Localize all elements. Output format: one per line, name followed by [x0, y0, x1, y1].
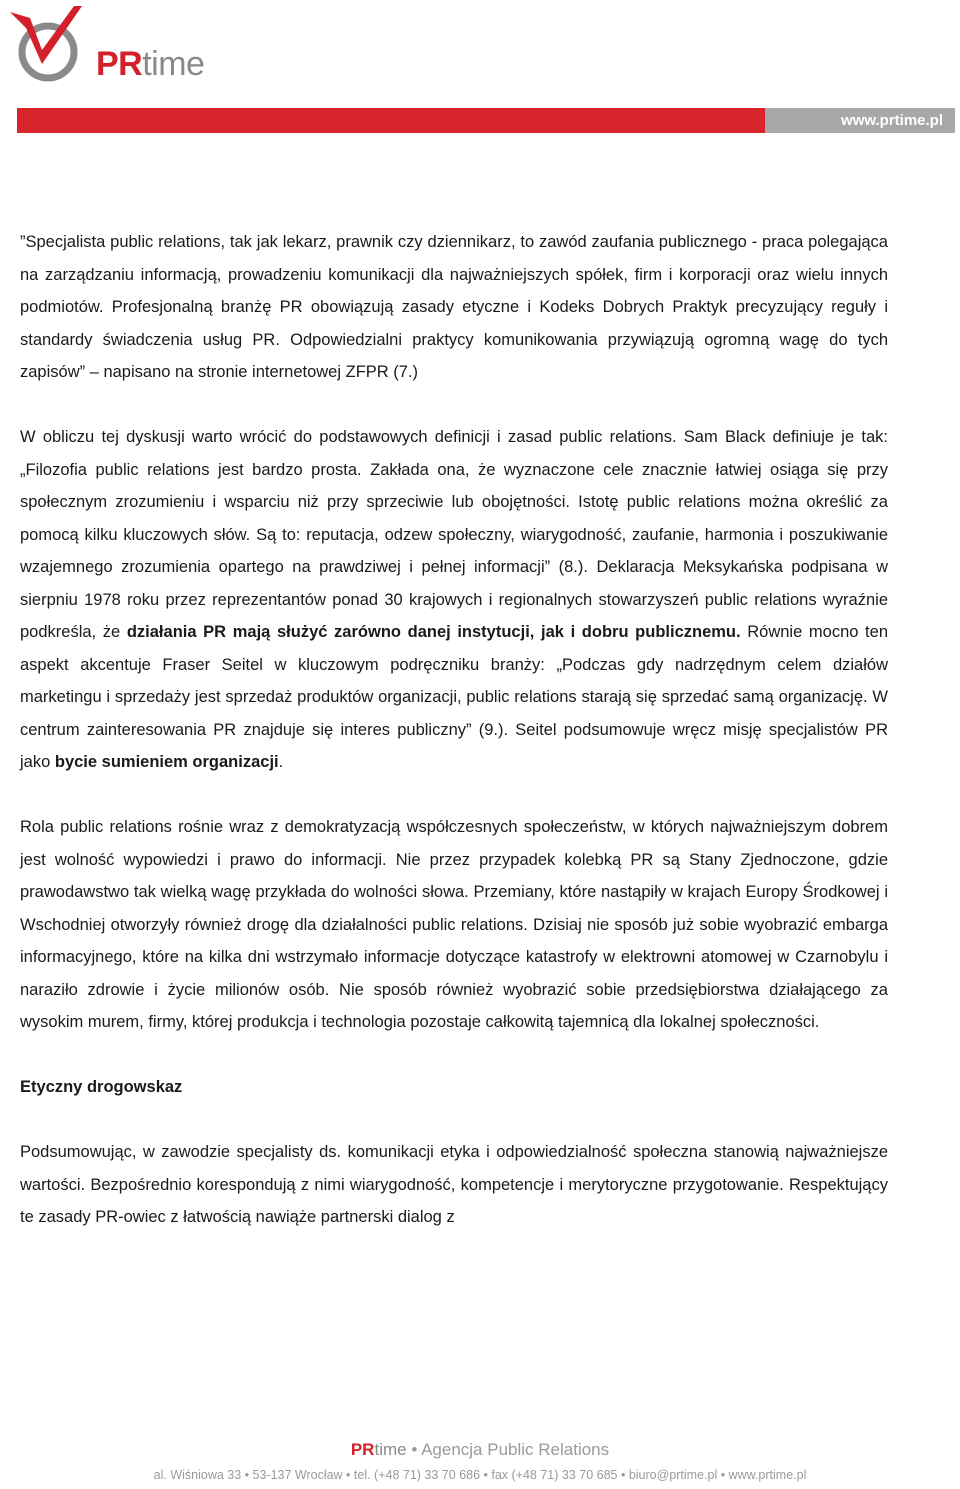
bold-text: bycie sumieniem organizacji — [54, 753, 279, 771]
logo-wordmark — [96, 44, 204, 84]
paragraph — [20, 421, 888, 779]
page-header — [0, 0, 960, 140]
header-bar — [17, 108, 955, 133]
logo-time-text: time — [142, 45, 205, 83]
footer-logo-pr: PR — [350, 1440, 375, 1459]
prtime-logo — [8, 6, 218, 96]
text-run: Równie mocno ten aspekt akcentuje Fraser Seitel w kluczowym podręczniku branży: „Podczas gdy nadrzędnym celem działów marketingu i sprzedaży jest sprzedaż produktów organizacji, public relations starają się sprzedać samą organizację. W centrum zainteresowania PR znajduje się interes publiczny” (9.). Seitel podsumowuje wręcz misję specjalistów PR jako — [20, 623, 888, 771]
footer-separator: • — [411, 1440, 418, 1459]
footer-branding — [0, 1438, 960, 1462]
bold-text: działania PR mają służyć zarówno danej instytucji, jak i dobru publicznemu. — [126, 623, 741, 641]
checkmark-logo-icon — [8, 6, 98, 96]
website-label: www.prtime.pl — [765, 108, 955, 133]
footer-contact: al. Wiśniowa 33 • 53-137 Wrocław • tel. (+48 71) 33 70 686 • fax (+48 71) 33 70 685 • biuro@prtime.pl • www.prtime.pl — [153, 1468, 807, 1482]
article-body — [20, 226, 888, 1234]
paragraph — [20, 226, 888, 389]
text-run: . — [278, 753, 284, 771]
section-heading: Etyczny drogowskaz — [20, 1078, 183, 1096]
header-bar-red — [17, 108, 765, 133]
footer-agency: Agencja Public Relations — [421, 1440, 610, 1459]
text-run: Rola public relations rośnie wraz z demokratyzacją współczesnych społeczeństw, w których najważniejszym dobrem jest wolność wypowiedzi i prawo do informacji. Nie przez przypadek kolebką PR są Stany Zjednoczone, gdzie prawodawstwo tak wielką wagę przykłada do wolności słowa. Przemiany, które nastąpiły w krajach Europy Środkowej i Wschodniej otworzyły również drogę dla działalności public relations. Dzisiaj nie sposób już sobie wyobrazić embarga informacyjnego, które na kilka dni wstrzymało informacje dotyczące katastrofy w elektrowni atomowej w Czarnobylu i naraziło zdrowie i życie milionów osób. Nie sposób również wyobrazić sobie przedsiębiorstwa działającego za wysokim murem, firmy, której produkcja i technologia pozostaje całkowitą tajemnicą dla lokalnej społeczności. — [20, 818, 888, 1031]
paragraph — [20, 811, 888, 1039]
text-run: W obliczu tej dyskusji warto wrócić do podstawowych definicji i zasad public relations. Sam Black definiuje je tak: „Filozofia public relations jest bardzo prosta. Zakłada ona, że wyznaczone cele znacznie łatwiej osiąga się przy społecznym zrozumieniu i wsparciu niż przy sprzeciwie lub obojętności. Istotę public relations można określić za pomocą kilku kluczowych słów. Są to: reputacja, odzew społeczny, wiarygodność, zaufanie, harmonia i poszukiwanie wzajemnego zrozumienia opartego na prawdziwej i pełnej informacji” (8.). Deklaracja Meksykańska podpisana w sierpniu 1978 roku przez reprezentantów ponad 30 krajowych i regionalnych stowarzyszeń public relations wyraźnie podkreśla, że — [20, 428, 888, 641]
footer-logo-time: time — [374, 1440, 407, 1459]
logo-pr-text: PR — [96, 45, 143, 83]
page-footer — [0, 1434, 960, 1489]
final-paragraph: Podsumowując, w zawodzie specjalisty ds. komunikacji etyka i odpowiedzialność społeczna stanowią najważniejsze wartości. Bezpośrednio korespondują z nimi wiarygodność, kompetencje i merytoryczne przygotowanie. Respektujący te zasady PR-owiec z łatwością nawiąże partnerski dialog z — [20, 1143, 888, 1226]
text-run: ”Specjalista public relations, tak jak lekarz, prawnik czy dziennikarz, to zawód zaufania publicznego - praca polegająca na zarządzaniu informacją, prowadzeniu komunikacji dla najważniejszych spółek, firm i korporacji oraz wielu innych podmiotów. Profesjonalną branżę PR obowiązują zasady etyczne i Kodeks Dobrych Praktyk precyzujący reguły i standardy świadczenia usług PR. Odpowiedzialni praktycy komunikowania przywiązują ogromną wagę do tych zapisów” – napisano na stronie internetowej ZFPR (7.) — [20, 233, 888, 381]
